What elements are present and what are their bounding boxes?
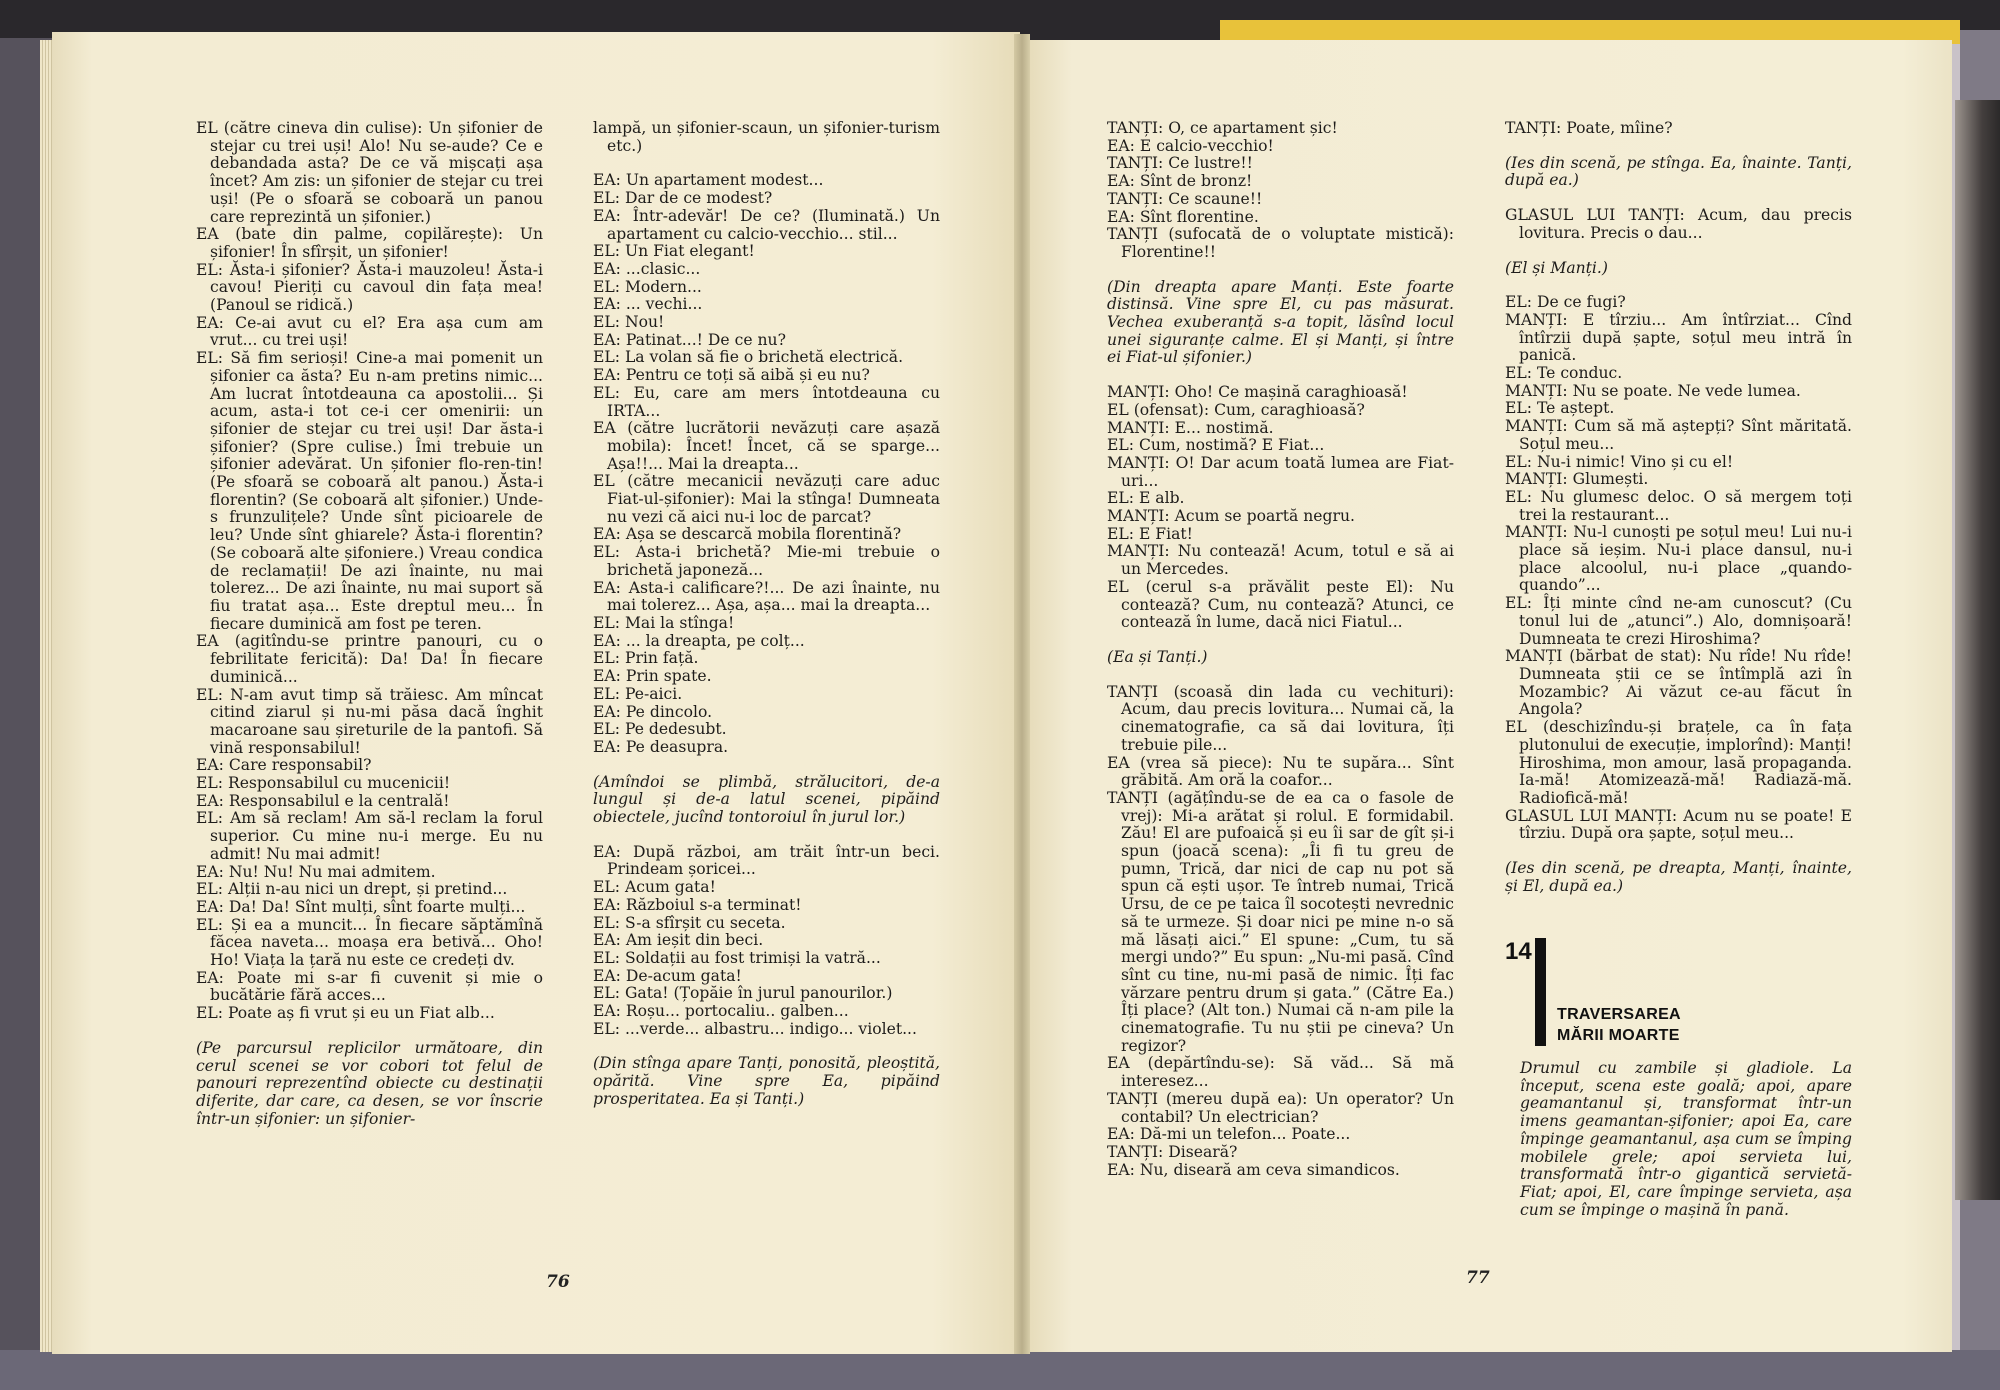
dialogue-line: TANȚI (scoasă din lada cu vechituri): Acum, dau precis lovitura... Numai că, la cinematografie, ca să dai lovitura, îți trebuie pile... (1107, 682, 1454, 754)
spacer (1107, 367, 1454, 384)
dialogue-line: MANȚI: O! Dar acum toată lumea are Fiat-uri... (1107, 453, 1454, 490)
dialogue-line: EL: Gata! (Țopăie în jurul panourilor.) (593, 984, 893, 1003)
dialogue-line: EL: E Fiat! (1107, 524, 1193, 543)
dialogue-line: EL: Nu glumesc deloc. O să mergem toți trei la restaurant... (1505, 487, 1852, 524)
dialogue-line: EA: Roșu... portocaliu.. galben... (593, 1002, 849, 1021)
dialogue-line: EA: Poate mi s-ar fi cuvenit și mie o bucătărie fără acces... (196, 968, 543, 1005)
dialogue-line: MANȚI: Oho! Ce mașină caraghioasă! (1107, 383, 1408, 402)
dialogue-line: EL: Prin față. (593, 649, 699, 668)
dialogue-line: EA: Responsabilul e la centrală! (196, 791, 450, 810)
stage-direction: (El și Manți.) (1505, 258, 1608, 277)
dialogue-line: EL: Alții n-au nici un drept, și pretind... (196, 880, 508, 899)
dialogue-line: EA: Sînt de bronz! (1107, 172, 1253, 191)
left-column-2 (593, 120, 940, 1109)
dialogue-line: EA: De-acum gata! (593, 966, 742, 985)
dialogue-line: TANȚI: Poate, mîine? (1505, 119, 1673, 137)
dialogue-line: EL (cerul s-a prăvălit peste El): Nu contează? Cum, nu contează? Atunci, ce contează în lume, dacă nici Fiatul... (1107, 577, 1454, 632)
dialogue-line: TANȚI (agățîndu-se de ea ca o fasole de vrej): Mi-a arătat și rolul. E formidabil. Zău! El are pufoaică și eu îi sar de gît și-i spun (joacă scena): „Îi fi tu greu de pumn, Trică, dar nici de cap nu pot să spun că ești ușor. Te întreb numai, Trică Ursu, de ce pe taica îl socotești nevrednic să te urmeze. Și doar nici pe mine n-o să mă lăsați aici.” El spune: „Cum, tu să mergi undo?” Eu spun: „Nu-mi pasă. Cînd sînt cu tine, nu-mi pasă de nimic. Îți fac vărzare pentru drum și gata.” (Către Ea.) Îți place? (Alt ton.) Numai că n-am pile la cinematografie. Tu nu știi pe cineva? Un regizor? (1107, 788, 1454, 1055)
dialogue-line: EA: Prin spate. (593, 667, 712, 686)
dialogue-line: EA: Patinat...! De ce nu? (593, 330, 786, 349)
dialogue-line: EL: Responsabilul cu mucenicii! (196, 774, 451, 793)
dialogue-line: EL: Nou! (593, 313, 665, 332)
dialogue-line: MANȚI: Cum să mă aștepți? Sînt măritată. Soțul meu... (1505, 417, 1852, 453)
spacer (593, 757, 940, 774)
dialogue-line: MANȚI: Nu-l cunoști pe soțul meu! Lui nu-i place să ieșim. Nu-i place dansul, nu-i place alcoolul, nu-i place „quando-quando”... (1505, 523, 1852, 595)
dialogue-line: EL: Eu, care am mers întotdeauna cu IRTA... (593, 383, 940, 420)
chapter-title-line-1: TRAVERSAREA (1557, 1006, 1681, 1023)
dialogue-line: EL: Îți minte cînd ne-am cunoscut? (Cu tonul lui de „atunci”.) Alo, domnișoară! Dumneata te crezi Hiroshima? (1505, 594, 1852, 648)
right-column-1 (1107, 120, 1454, 1179)
spacer (593, 155, 940, 172)
dialogue-line: GLASUL LUI MANȚI: Acum nu se poate! E tîrziu. După ora șapte, soțul meu... (1505, 806, 1852, 843)
dialogue-line: EA: Pe dincolo. (593, 702, 713, 721)
spacer (1505, 243, 1852, 260)
dialogue-line: TANȚI: Diseară? (1107, 1142, 1238, 1161)
right-edge-shadow (1955, 100, 2000, 1200)
right-column-2 (1505, 120, 1852, 895)
dialogue-line: MANȚI: E... nostimă. (1107, 418, 1274, 437)
dialogue-line: EA: Pentru ce toți să aibă și eu nu? (593, 366, 870, 385)
spacer (196, 1023, 543, 1040)
spacer (1505, 277, 1852, 294)
dialogue-line: EA (depărtîndu-se): Să văd... Să mă interesez... (1107, 1054, 1454, 1091)
dialogue-line: EL: Soldații au fost trimiși la vatră... (593, 948, 881, 967)
spacer (1107, 262, 1454, 279)
stage-direction: (Ea și Tanți.) (1107, 647, 1208, 666)
dialogue-line: EA: Nu, diseară am ceva simandicos. (1107, 1160, 1400, 1179)
spacer (1505, 190, 1852, 207)
dialogue-line: EL: Poate aș fi vrut și eu un Fiat alb... (196, 1004, 495, 1023)
spacer (1107, 667, 1454, 684)
dialogue-line: EA: După război, am trăit într-un beci. Prindeam șoricei... (593, 842, 940, 879)
stage-direction: (Pe parcursul replicilor următoare, din cerul scenei se vor cobori tot felul de panouri reprezentînd obiecte cu destinații diferite, dar care, ca desen, se vor înscrie într-un șifonier: un șifonier- (196, 1038, 543, 1128)
dialogue-line: EL: Asta-i brichetă? Mie-mi trebuie o brichetă japoneză... (593, 543, 940, 579)
dialogue-line: EL: Ăsta-i șifonier? Ăsta-i mauzoleu! Ăsta-i cavou! Pieriți cu cavoul din fața mea! (Panoul se ridică.) (196, 260, 543, 315)
dialogue-line: EL: N-am avut timp să trăiesc. Am mîncat citind ziarul și nu-mi păsa dacă înghit macaroane sau șireturile de la pantofi. Să vină responsabilul! (196, 685, 543, 757)
dialogue-line: TANȚI (sufocată de o voluptate mistică): Florentine!! (1107, 225, 1454, 261)
spacer (1505, 843, 1852, 860)
dialogue-line: EA: ... vechi... (593, 295, 703, 314)
dialogue-line: EL (deschizîndu-și brațele, ca în fața plutonului de execuție, implorînd): Manți! Hiroshima, mon amour, lasă propaganda. Ia-mă! Atomizează-mă! Radiază-mă. Radiofică-mă! (1505, 718, 1852, 807)
dialogue-line: EA: Războiul s-a terminat! (593, 895, 802, 914)
page-number-left: 76 (546, 1272, 570, 1292)
dialogue-line: lampă, un șifonier-scaun, un șifonier-turism etc.) (593, 119, 940, 155)
dialogue-line: EL: Mai la stînga! (593, 613, 735, 632)
dialogue-line: EA: Am ieșit din beci. (593, 931, 764, 950)
dialogue-line: EL: S-a sfîrșit cu seceta. (593, 913, 786, 932)
dialogue-line: EL: E alb. (1107, 489, 1185, 508)
dialogue-line: EL: Pe dedesubt. (593, 720, 727, 739)
page-number-right: 77 (1466, 1268, 1490, 1288)
dialogue-line: MANȚI: E tîrziu... Am întîrziat... Cînd întîrzii după șapte, soțul meu intră în panică. (1505, 310, 1852, 365)
dialogue-line: MANȚI: Nu contează! Acum, totul e să ai un Mercedes. (1107, 542, 1454, 579)
dialogue-line: MANȚI (bărbat de stat): Nu rîde! Nu rîde! Dumneata știi ce se întîmplă azi în Mozambic? Ai văzut ce-au făcut în Angola? (1505, 647, 1852, 719)
left-column-1 (196, 120, 543, 1128)
dialogue-line: EA: Dă-mi un telefon... Poate... (1107, 1125, 1351, 1144)
dialogue-line: EA (vrea să piece): Nu te supăra... Sînt grăbită. Am oră la coafor... (1107, 753, 1454, 790)
dialogue-line: EA: Da! Da! Sînt mulți, sînt foarte mulți... (196, 897, 526, 916)
spacer (1505, 138, 1852, 155)
dialogue-line: EL (către cineva din culise): Un șifonier de stejar cu trei uși! Alo! Nu se-aude? Ce e debandada asta? De ce vă mișcați așa încet? Am zis: un șifonier de stejar cu trei uși! (Pe o sfoară se coboară un panou care reprezintă un șifonier.) (196, 119, 543, 226)
dialogue-line: EA: E calcio-vecchio! (1107, 136, 1274, 155)
chapter-number: 14 (1505, 938, 1532, 965)
stage-direction: (Din stînga apare Tanți, ponosită, pleoștită, opărită. Vine spre Ea, pipăind prosperitatea. Ea și Tanți.) (593, 1054, 940, 1108)
dialogue-line: EL: Acum gata! (593, 878, 716, 897)
dialogue-line: TANȚI: Ce lustre!! (1107, 154, 1253, 173)
dialogue-line: EL: Te conduc. (1505, 364, 1623, 383)
dialogue-line: EL: Să fim serioși! Cine-a mai pomenit un șifonier ca ăsta? Eu n-am pretins nimic... Am lucrat întotdeauna ca apostolii... Și acum, asta-i tot ce-i cer omenirii: un șifonier de stejar cu trei uși! Dar ăsta-i șifonier? (Spre culise.) Îmi trebuie un șifonier adevărat. Un șifonier flo-ren-tin! (Pe sfoară se coboară alt panou.) Ăsta-i florentin? (Se coboară alt șifonier.) Unde-s frunzulițele? Unde sînt picioarele de leu? Unde sînt ghiarele? Ăsta-i florentin? (Se coboară alte șifoniere.) Vreau condica de reclamații! De azi înainte, nu mai tolerez... De azi înainte, nu mai suport să fiu tratat așa... Este dreptul meu... În fiecare duminică am fost pe teren. (196, 349, 543, 633)
dialogue-line: EA: ...clasic... (593, 259, 701, 278)
dialogue-line: TANȚI: O, ce apartament șic! (1107, 119, 1338, 137)
dialogue-line: EL: Te aștept. (1505, 399, 1615, 418)
dialogue-line: EL: Modern... (593, 277, 702, 296)
dialogue-line: EA: Care responsabil? (196, 756, 372, 775)
dialogue-line: EA (către lucrătorii nevăzuți care așază mobila): Încet! Încet, că se sparge... Așa!!... Mai la dreapta... (593, 419, 940, 473)
dialogue-line: TANȚI (mereu după ea): Un operator? Un contabil? Un electrician? (1107, 1089, 1454, 1126)
stage-direction: (Din dreapta apare Manți. Este foarte distinsă. Vine spre El, cu pas măsurat. Vechea exuberanță s-a topit, lăsînd locul unei siguranțe calme. El și Manți, și între ei Fiat-ul șifonier.) (1107, 277, 1454, 367)
dialogue-line: EL: ...verde... albastru... indigo... violet... (593, 1019, 917, 1038)
dialogue-line: MANȚI: Nu se poate. Ne vede lumea. (1505, 381, 1801, 400)
dialogue-line: EL: Dar de ce modest? (593, 189, 773, 208)
dialogue-line: MANȚI: Acum se poartă negru. (1107, 507, 1355, 526)
chapter-bar (1535, 938, 1546, 1046)
dialogue-line: GLASUL LUI TANȚI: Acum, dau precis lovitura. Precis o dau... (1505, 206, 1852, 242)
chapter-intro: Drumul cu zambile și gladiole. La început, scena este goală; apoi, apare geamantanul și, transformat într-un imens geamantan-șifonier; apoi Ea, care împinge geamantanul, așa cum se împing mobilele grele; apoi servieta lui, transformată într-o gigantică servietă-Fiat; apoi, El, care împinge servieta, așa cum se împinge o mașină în pană. (1520, 1059, 1852, 1219)
dialogue-line: EL: Nu-i nimic! Vino și cu el! (1505, 452, 1734, 471)
dialogue-line: EA: Într-adevăr! De ce? (Iluminată.) Un apartament cu calcio-vecchio... stil... (593, 206, 940, 243)
spacer (593, 1038, 940, 1055)
dialogue-line: EA (agitîndu-se printre panouri, cu o febrilitate fericită): Da! Da! În fiecare duminică... (196, 632, 543, 686)
dialogue-line: EL: Pe-aici. (593, 684, 683, 703)
dialogue-line: EL: Am să reclam! Am să-l reclam la forul superior. Cu mine nu-i merge. Eu nu admit! Nu mai admit! (196, 809, 543, 863)
stage-direction: (Ies din scenă, pe stînga. Ea, înainte. Tanți, după ea.) (1505, 153, 1852, 190)
dialogue-line: EL (ofensat): Cum, caraghioasă? (1107, 400, 1365, 419)
spacer (593, 827, 940, 844)
dialogue-line: EA: Așa se descarcă mobila florentină? (593, 525, 902, 544)
backdrop-bottom (0, 1350, 2000, 1390)
chapter-title (1557, 1004, 1681, 1046)
dialogue-line: EL: Cum, nostimă? E Fiat... (1107, 436, 1325, 455)
stage-direction: (Amîndoi se plimbă, strălucitori, de-a lungul și de-a latul scenei, pipăind obiectele, jucînd tontoroiul în jurul lor.) (593, 772, 940, 827)
dialogue-line: EA: Ce-ai avut cu el? Era așa cum am vrut... cu trei uși! (196, 313, 543, 350)
dialogue-line: EA: Pe deasupra. (593, 737, 729, 756)
dialogue-line: TANȚI: Ce scaune!! (1107, 189, 1263, 208)
dialogue-line: MANȚI: Glumești. (1505, 470, 1649, 489)
dialogue-line: EL: Și ea a muncit... În fiecare săptămînă făcea naveta... moașa era betivă... Oho! Ho! Viața la țară nu este ce credeți dv. (196, 915, 543, 970)
stage-direction: (Ies din scenă, pe dreapta, Manți, înainte, și El, după ea.) (1505, 859, 1852, 895)
dialogue-line: EL: La volan să fie o brichetă electrică. (593, 348, 904, 367)
chapter-title-line-2: MĂRII MOARTE (1557, 1027, 1680, 1044)
dialogue-line: EL: De ce fugi? (1505, 293, 1626, 312)
dialogue-line: EA: Sînt florentine. (1107, 207, 1259, 226)
dialogue-line: EA: ... la dreapta, pe colț... (593, 631, 805, 650)
dialogue-line: EA (bate din palme, copilărește): Un șifonier! În sfîrșit, un șifonier! (196, 225, 543, 261)
dialogue-line: EL: Un Fiat elegant! (593, 242, 755, 261)
dialogue-line: EL (către mecanicii nevăzuți care aduc Fiat-ul-șifonier): Mai la stînga! Dumneata nu vezi că aici nu-i loc de parcat? (593, 472, 940, 526)
book-gutter (1014, 34, 1030, 1354)
dialogue-line: EA: Nu! Nu! Nu mai admitem. (196, 862, 436, 881)
spacer (1107, 632, 1454, 649)
dialogue-line: EA: Asta-i calificare?!... De azi înainte, nu mai tolerez... Așa, așa... mai la dreapta... (593, 578, 940, 615)
dialogue-line: EA: Un apartament modest... (593, 171, 824, 190)
